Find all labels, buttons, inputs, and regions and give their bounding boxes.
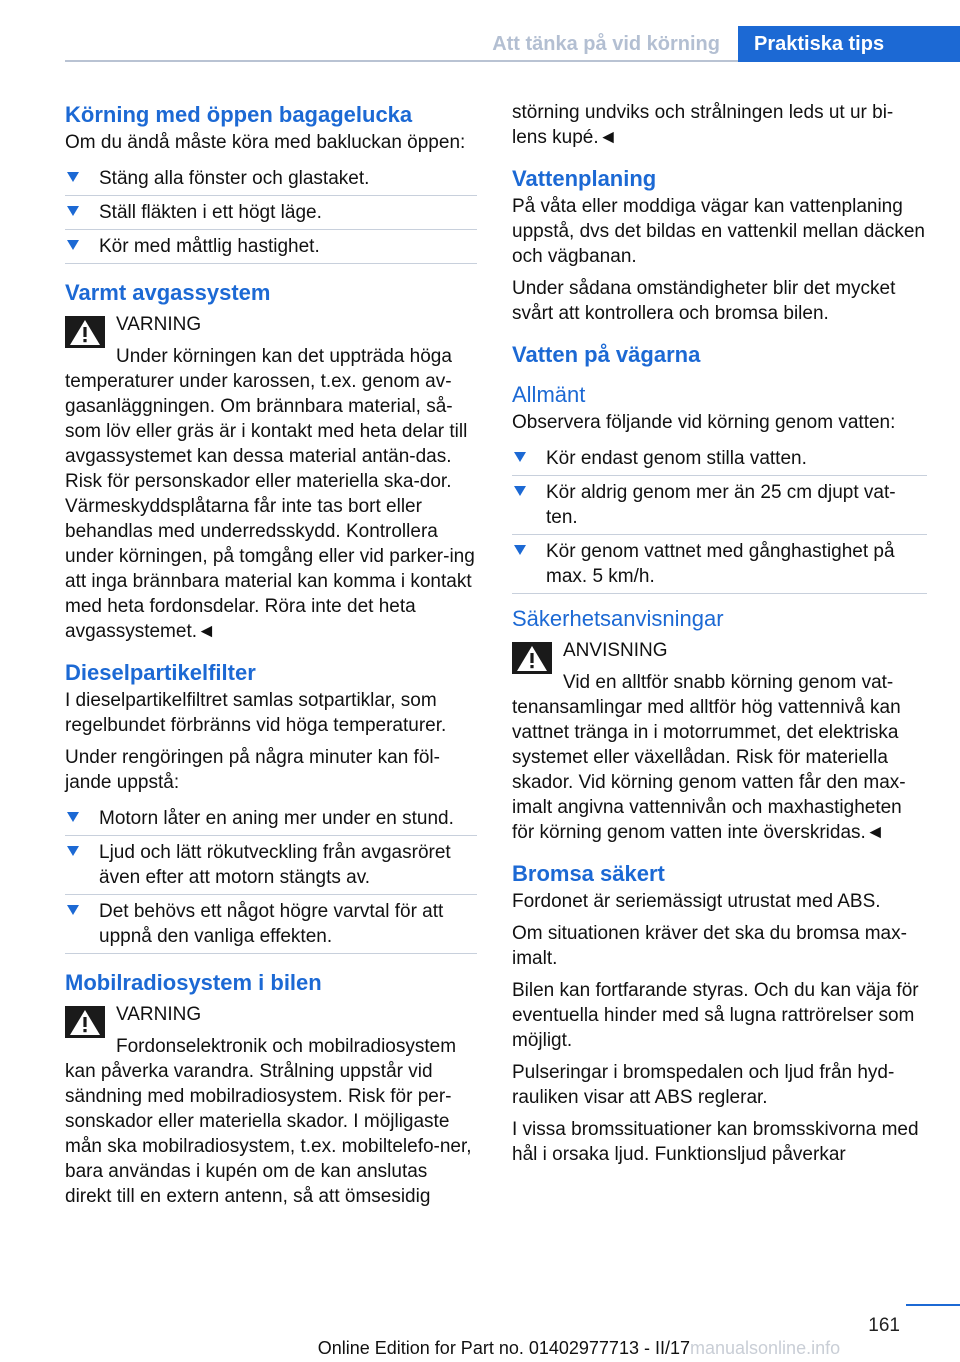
notice-box <box>512 638 927 845</box>
list-item: Det behövs ett något högre varvtal för att uppnå den vanliga effekten. <box>65 895 477 954</box>
triangle-bullet-icon <box>67 240 79 250</box>
triangle-bullet-icon <box>67 846 79 856</box>
list-item: Motorn låter en aning mer under en stund. <box>65 802 477 836</box>
paragraph: På våta eller moddiga vägar kan vattenplaning uppstå, dvs det bildas en vattenkil mellan däcken och vägbanan. <box>512 196 925 267</box>
page-number: 161 <box>868 1315 900 1336</box>
list-item: Kör genom vattnet med gånghastighet på max. 5 km/h. <box>512 535 927 594</box>
warning-box <box>65 1002 477 1209</box>
triangle-bullet-icon <box>67 905 79 915</box>
subsection-title-general: Allmänt <box>512 382 586 407</box>
notice-first-line: Vid en alltför snabb körning genom vat- <box>563 672 894 693</box>
notice-text: tenansamlingar med alltför hög vattennivå kan vattnet tränga in i motorrummet, det elektriska systemet eller växellådan. Risk för materiella skador. Vid körning genom vatten får den max-imalt angivna vattennivån och maxhastigheten för körning genom vatten inte överskridas.◄ <box>512 697 906 843</box>
warning-label: VARNING <box>116 314 202 335</box>
triangle-bullet-icon <box>514 452 526 462</box>
section-title-hot-exhaust: Varmt avgassystem <box>65 280 271 305</box>
header-section-tab: Praktiska tips <box>738 26 960 62</box>
paragraph: Under sådana omständigheter blir det mycket svårt att kontrollera och bromsa bilen. <box>512 278 896 324</box>
triangle-bullet-icon <box>67 812 79 822</box>
section-title-braking: Bromsa säkert <box>512 861 665 886</box>
notice-label: ANVISNING <box>563 640 668 661</box>
bullet-list <box>65 802 477 954</box>
paragraph: I dieselpartikelfiltret samlas sotpartiklar, som regelbundet förbränns vid höga temperaturer. <box>65 690 447 736</box>
warning-first-line: Under körningen kan det uppträda höga <box>116 346 452 367</box>
warning-first-line: Fordonselektronik och mobilradiosystem <box>116 1036 457 1057</box>
paragraph: Om situationen kräver det ska du bromsa max-imalt. <box>512 923 907 969</box>
triangle-bullet-icon <box>514 486 526 496</box>
list-item: Kör aldrig genom mer än 25 cm djupt vat-ten. <box>512 476 927 535</box>
watermark: manualsonline.info <box>690 1338 841 1358</box>
warning-label: VARNING <box>116 1004 202 1025</box>
section-title-open-tailgate: Körning med öppen bagagelucka <box>65 102 413 127</box>
list-item: Stäng alla fönster och glastaket. <box>65 162 477 196</box>
triangle-bullet-icon <box>514 545 526 555</box>
paragraph: Observera följande vid körning genom vatten: <box>512 412 896 433</box>
section-title-mobile-radio: Mobilradiosystem i bilen <box>65 970 322 995</box>
page-number-rule <box>906 1304 960 1306</box>
section-title-water-on-roads: Vatten på vägarna <box>512 342 701 367</box>
left-column <box>65 100 477 1209</box>
warning-text: kan påverka varandra. Strålning uppstår vid sändning med mobilradiosystem. Risk för per-sonskador eller materiella skador. I möjligaste mån ska mobilradiosystem, t.ex. mobiltelefo-ner, bara användas i kupén om de kan anslutas direkt till en extern antenn, så att ömsesidig <box>65 1061 472 1207</box>
paragraph-continued: störning undviks och strålningen leds ut ur bi-lens kupé.◄ <box>512 102 894 148</box>
triangle-bullet-icon <box>67 172 79 182</box>
header-chapter: Att tänka på vid körning <box>492 33 720 55</box>
right-column <box>512 100 927 1174</box>
section-title-diesel-filter: Dieselpartikelfilter <box>65 660 256 685</box>
paragraph: Pulseringar i bromspedalen och ljud från hyd-rauliken visar att ABS reglerar. <box>512 1062 895 1108</box>
paragraph: Bilen kan fortfarande styras. Och du kan väja för eventuella hinder med så lugna rattrörelser som möjligt. <box>512 980 919 1051</box>
triangle-bullet-icon <box>67 206 79 216</box>
list-item: Ställ fläkten i ett högt läge. <box>65 196 477 230</box>
bullet-list <box>512 442 927 594</box>
warning-triangle-icon <box>512 642 552 674</box>
warning-text: temperaturer under karossen, t.ex. genom av-gasanläggningen. Om brännbara material, så-som löv eller gräs är i kontakt med heta delar till avgassystemet kan dessa material antän-das. Risk för personskador eller materiella ska-dor. Värmeskyddsplåtarna får inte tas bort eller behandlas med underredsskydd. Kontrollera under körningen, på tomgång eller vid parker-ing att inga brännbara material kan komma i kontakt med heta fordonsdelar. Röra inte det heta avgassystemet.◄ <box>65 371 475 642</box>
subsection-title-safety: Säkerhetsanvisningar <box>512 606 724 631</box>
section-title-aquaplaning: Vattenplaning <box>512 166 657 191</box>
warning-box <box>65 312 477 644</box>
list-item: Kör med måttlig hastighet. <box>65 230 477 264</box>
bullet-list <box>65 162 477 264</box>
warning-triangle-icon <box>65 1006 105 1038</box>
list-item: Kör endast genom stilla vatten. <box>512 442 927 476</box>
paragraph: Under rengöringen på några minuter kan föl-jande uppstå: <box>65 747 440 793</box>
warning-triangle-icon <box>65 316 105 348</box>
list-item: Ljud och lätt rökutveckling från avgasröret även efter att motorn stängts av. <box>65 836 477 895</box>
footer-edition: Online Edition for Part no. 01402977713 - II/17 <box>317 1338 690 1358</box>
paragraph: Om du ändå måste köra med bakluckan öppen: <box>65 132 466 153</box>
paragraph: I vissa bromssituationer kan bromsskivorna med hål i orsaka ljud. Funktionsljud påverkar <box>512 1119 919 1165</box>
paragraph: Fordonet är seriemässigt utrustat med ABS. <box>512 891 881 912</box>
